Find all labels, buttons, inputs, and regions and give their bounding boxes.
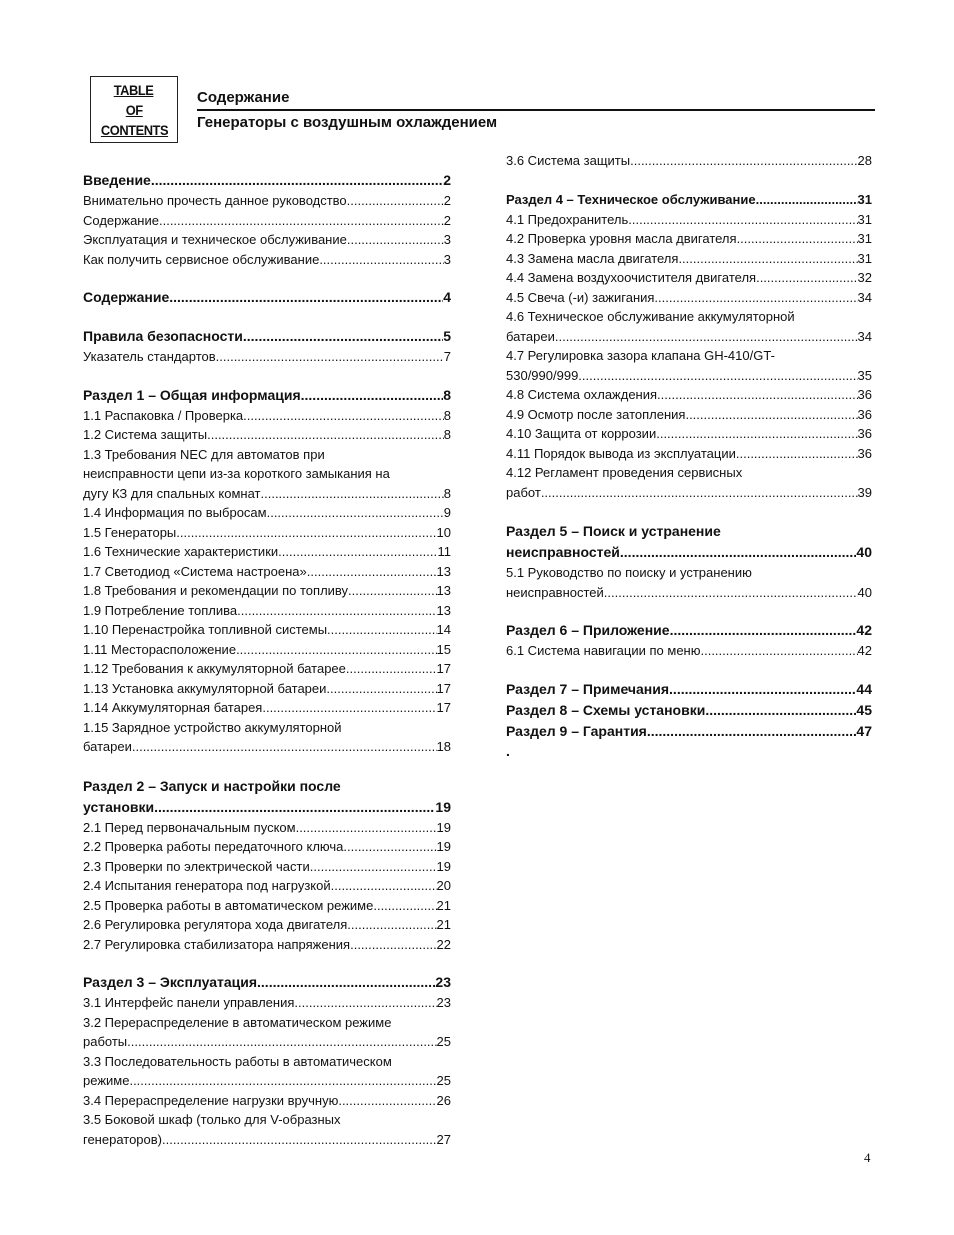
leader-dots — [301, 385, 444, 406]
leader-dots — [278, 542, 437, 562]
leader-dots — [267, 503, 444, 523]
toc-entry-multiline[interactable] — [506, 563, 872, 602]
entry-label: режиме — [83, 1073, 130, 1088]
entry-label: 3.1 Интерфейс панели управления — [83, 995, 295, 1010]
leader-dots — [348, 581, 436, 601]
entry-page: 13 — [436, 563, 451, 579]
leader-dots — [350, 935, 436, 955]
entry-page: 19 — [436, 839, 451, 854]
toc-entry[interactable] — [83, 1091, 451, 1111]
stray-mark: . — [506, 742, 510, 759]
toc-entry[interactable] — [506, 151, 872, 171]
entry-label: работ — [506, 484, 541, 500]
entry-page: 34 — [857, 328, 872, 344]
entry-label: 2.7 Регулировка стабилизатора напряжения — [83, 936, 351, 952]
leader-dots — [310, 857, 437, 877]
entry-page: 9 — [443, 505, 451, 520]
toc-entry[interactable] — [83, 601, 451, 621]
entry-label: Раздел 4 – Техническое обслуживание — [506, 191, 756, 207]
entry-label: 2.2 Проверка работы передаточного ключа — [83, 839, 344, 854]
leader-dots — [307, 562, 437, 582]
leader-dots — [159, 211, 444, 231]
entry-label: 1.6 Технические характеристики — [83, 544, 279, 559]
leader-dots — [685, 405, 857, 425]
entry-page: 21 — [436, 917, 451, 932]
entry-page: 27 — [436, 1131, 451, 1147]
entry-page: 32 — [857, 270, 872, 285]
entry-page: 19 — [435, 798, 451, 815]
entry-page: 36 — [857, 445, 872, 461]
toc-entry[interactable] — [506, 229, 872, 249]
leader-dots — [656, 424, 857, 444]
entry-line: 4.6 Техническое обслуживание аккумуляторной — [506, 309, 795, 324]
entry-page: 18 — [436, 739, 451, 754]
entry-page: 15 — [436, 641, 451, 657]
toc-entry[interactable] — [506, 249, 872, 269]
entry-page: 34 — [857, 289, 872, 305]
toc-entry-multiline[interactable] — [83, 1110, 451, 1149]
toc-entry[interactable] — [83, 993, 451, 1013]
leader-dots — [129, 1071, 436, 1091]
toc-entry[interactable] — [83, 896, 451, 916]
entry-label: батареи — [83, 739, 132, 754]
entry-label: 4.1 Предохранитель — [506, 211, 629, 227]
entry-label: 1.7 Светодиод «Система настроена» — [83, 563, 307, 579]
entry-label: 1.11 Месторасположение — [83, 641, 237, 657]
leader-dots — [327, 620, 436, 640]
leader-dots — [628, 210, 857, 230]
entry-page: 36 — [857, 406, 872, 422]
entry-line: 4.12 Регламент проведения сервисных — [506, 465, 743, 480]
leader-dots — [261, 484, 444, 504]
entry-page: 44 — [856, 680, 872, 697]
entry-label: 2.4 Испытания генератора под нагрузкой — [83, 878, 331, 893]
leader-dots — [338, 1091, 436, 1111]
entry-page: 19 — [436, 858, 451, 874]
leader-dots — [647, 721, 857, 742]
toc-entry[interactable] — [83, 503, 451, 523]
entry-page: 11 — [437, 544, 451, 559]
entry-page: 31 — [857, 250, 872, 266]
toc-entry-multiline[interactable] — [83, 1052, 451, 1091]
toc-entry[interactable] — [83, 857, 451, 877]
entry-label: 1.1 Распаковка / Проверка — [83, 407, 244, 423]
entry-label: Как получить сервисное обслуживание — [83, 251, 320, 267]
leader-dots — [756, 189, 858, 210]
entry-line: 1.3 Требования NEC для автоматов при — [83, 446, 325, 462]
entry-page: 25 — [436, 1034, 451, 1049]
leader-dots — [132, 737, 437, 757]
entry-label: 530/990/999 — [506, 367, 579, 383]
leader-dots — [236, 640, 436, 660]
entry-label: 1.8 Требования и рекомендации по топливу — [83, 583, 349, 598]
entry-page: 31 — [857, 231, 872, 246]
entry-page: 21 — [436, 897, 451, 913]
badge-line: OF — [125, 101, 143, 118]
entry-page: 10 — [436, 524, 451, 540]
entry-page: 17 — [436, 661, 451, 676]
entry-label: Раздел 7 – Примечания — [506, 680, 670, 697]
leader-dots — [294, 993, 436, 1013]
entry-page: 36 — [857, 387, 872, 402]
toc-entry-multiline[interactable] — [83, 1013, 451, 1052]
leader-dots — [705, 700, 856, 721]
leader-dots — [620, 542, 857, 563]
toc-entry[interactable] — [506, 288, 872, 308]
entry-page: 23 — [435, 974, 451, 990]
toc-entry[interactable] — [83, 191, 451, 211]
entry-line: 5.1 Руководство по поиску и устранению — [506, 565, 752, 580]
leader-dots — [326, 679, 436, 699]
entry-label: Содержание — [83, 212, 159, 228]
toc-entry[interactable] — [506, 385, 872, 405]
toc-section-2[interactable] — [83, 776, 451, 818]
entry-page: 40 — [856, 544, 872, 560]
toc-section-3[interactable] — [83, 972, 451, 993]
badge-line: CONTENTS — [100, 121, 168, 138]
toc-entry[interactable] — [83, 425, 451, 445]
leader-dots — [296, 818, 437, 838]
entry-label: Раздел 1 – Общая информация — [83, 386, 301, 403]
header-rule — [197, 109, 875, 111]
entry-page: 45 — [856, 701, 872, 718]
toc-entry[interactable] — [83, 659, 451, 679]
toc-section-5[interactable] — [506, 521, 872, 563]
entry-label: 2.6 Регулировка регулятора хода двигателя — [83, 917, 348, 932]
entry-page: 47 — [856, 722, 872, 739]
leader-dots — [331, 876, 437, 896]
entry-label: 1.14 Аккумуляторная батарея — [83, 700, 263, 715]
leader-dots — [347, 915, 436, 935]
toc-entry[interactable] — [83, 542, 451, 562]
toc-section-7[interactable] — [506, 679, 872, 700]
entry-label: 4.8 Система охлаждения — [506, 387, 658, 402]
leader-dots — [669, 679, 856, 700]
leader-dots — [343, 837, 436, 857]
entry-line: 3.5 Боковой шкаф (только для V-образных — [83, 1112, 341, 1127]
entry-page: 40 — [857, 584, 872, 600]
entry-page: 13 — [436, 602, 451, 618]
toc-section-1[interactable] — [83, 385, 451, 406]
leader-dots — [346, 659, 437, 679]
entry-label: 1.5 Генераторы — [83, 524, 177, 540]
toc-entry[interactable] — [83, 581, 451, 601]
entry-label: Раздел 6 – Приложение — [506, 622, 670, 638]
entry-page: 20 — [436, 878, 451, 893]
leader-dots — [670, 620, 857, 641]
entry-page: 3 — [443, 251, 451, 267]
entry-page: 42 — [856, 622, 872, 638]
leader-dots — [216, 347, 444, 367]
toc-entry[interactable] — [83, 915, 451, 935]
entry-label: дугу КЗ для спальных комнат — [83, 485, 261, 501]
entry-page: 3 — [443, 232, 451, 247]
toc-entry[interactable] — [506, 210, 872, 230]
toc-section-safety[interactable] — [83, 326, 451, 347]
entry-label: 1.10 Перенастройка топливной системы — [83, 622, 328, 637]
entry-label: неисправностей — [506, 544, 620, 560]
entry-page: 8 — [443, 485, 451, 501]
leader-dots — [243, 406, 444, 426]
entry-page: 42 — [857, 643, 872, 658]
leader-dots — [700, 641, 857, 661]
entry-page: 39 — [857, 484, 872, 500]
entry-label: 1.12 Требования к аккумуляторной батарее — [83, 661, 346, 676]
entry-label: работы — [83, 1034, 128, 1049]
entry-label: 3.4 Перераспределение нагрузки вручную — [83, 1092, 339, 1108]
entry-page: 31 — [857, 191, 872, 207]
entry-label: 6.1 Система навигации по меню — [506, 643, 701, 658]
entry-label: 2.5 Проверка работы в автоматическом режиме — [83, 897, 374, 913]
page-number: 4 — [864, 1150, 871, 1165]
leader-dots — [262, 698, 436, 718]
leader-dots — [630, 151, 857, 171]
entry-line: 3.2 Перераспределение в автоматическом режиме — [83, 1014, 392, 1030]
toc-entry-multiline[interactable] — [506, 463, 872, 502]
entry-label: 4.3 Замена масла двигателя — [506, 250, 679, 266]
toc-entry[interactable] — [83, 679, 451, 699]
entry-page: 2 — [443, 193, 451, 208]
entry-page: 25 — [436, 1073, 451, 1088]
entry-label: Эксплуатация и техническое обслуживание — [83, 232, 347, 247]
toc-entry-multiline[interactable] — [506, 346, 872, 385]
entry-page: 17 — [436, 700, 451, 715]
entry-page: 14 — [436, 622, 451, 637]
entry-label: 1.2 Система защиты — [83, 427, 208, 442]
entry-label: Содержание — [83, 289, 170, 305]
leader-dots — [555, 327, 858, 347]
entry-label: 4.4 Замена воздухоочистителя двигателя — [506, 270, 757, 285]
entry-label: 4.2 Проверка уровня масла двигателя — [506, 231, 737, 246]
entry-line: Раздел 2 – Запуск и настройки после — [83, 777, 341, 794]
entry-label: Правила безопасности — [83, 328, 243, 344]
entry-label: установки — [83, 798, 155, 815]
leader-dots — [347, 191, 444, 211]
toc-entry-multiline[interactable] — [83, 445, 451, 504]
toc-entry[interactable] — [83, 620, 451, 640]
leader-dots — [207, 425, 444, 445]
leader-dots — [578, 366, 857, 386]
entry-label: генераторов) — [83, 1131, 163, 1147]
leader-dots — [237, 601, 436, 621]
entry-label: 4.10 Защита от коррозии — [506, 426, 657, 441]
toc-entry[interactable] — [506, 641, 872, 661]
toc-entry[interactable] — [83, 523, 451, 543]
toc-entry[interactable] — [83, 347, 451, 367]
toc-left-column — [83, 170, 451, 1149]
toc-entry[interactable] — [83, 562, 451, 582]
toc-entry[interactable] — [83, 876, 451, 896]
page-title: Содержание — [197, 89, 290, 106]
toc-entry-multiline[interactable] — [506, 307, 872, 346]
entry-page: 2 — [443, 212, 451, 228]
toc-entry[interactable] — [83, 406, 451, 426]
table-of-contents-badge — [90, 76, 178, 143]
entry-label: 3.6 Система защиты — [506, 153, 631, 168]
entry-page: 17 — [436, 680, 451, 696]
leader-dots — [373, 896, 436, 916]
leader-dots — [347, 230, 444, 250]
leader-dots — [243, 326, 443, 347]
toc-entry[interactable] — [83, 837, 451, 857]
entry-page: 35 — [857, 367, 872, 383]
leader-dots — [678, 249, 857, 269]
leader-dots — [737, 229, 858, 249]
leader-dots — [319, 250, 443, 270]
leader-dots — [657, 385, 857, 405]
toc-entry[interactable] — [506, 268, 872, 288]
toc-entry[interactable] — [83, 818, 451, 838]
entry-label: Указатель стандартов — [83, 349, 216, 364]
leader-dots — [756, 268, 857, 288]
toc-entry[interactable] — [83, 698, 451, 718]
toc-entry[interactable] — [83, 250, 451, 270]
leader-dots — [654, 288, 857, 308]
entry-page: 8 — [443, 407, 451, 423]
entry-page: 8 — [443, 427, 451, 442]
entry-label: 4.11 Порядок вывода из эксплуатации — [506, 445, 736, 461]
entry-page: 5 — [443, 328, 451, 344]
entry-page: 23 — [436, 995, 451, 1010]
entry-page: 4 — [443, 289, 451, 305]
page-subtitle: Генераторы с воздушным охлаждением — [197, 114, 498, 131]
entry-label: 4.9 Осмотр после затопления — [506, 406, 686, 422]
entry-page: 26 — [436, 1092, 451, 1108]
leader-dots — [151, 170, 443, 191]
entry-label: 1.4 Информация по выбросам — [83, 505, 267, 520]
entry-page: 36 — [857, 426, 872, 441]
entry-page: 13 — [436, 583, 451, 598]
entry-page: 22 — [436, 936, 451, 952]
toc-section-contents[interactable] — [83, 287, 451, 308]
entry-line: 1.15 Зарядное устройство аккумуляторной — [83, 719, 342, 735]
toc-entry[interactable] — [506, 444, 872, 464]
leader-dots — [736, 444, 858, 464]
entry-page: 28 — [857, 153, 872, 168]
toc-entry[interactable] — [83, 230, 451, 250]
entry-line: неисправности цепи из-за короткого замыкания на — [83, 466, 390, 481]
toc-entry[interactable] — [506, 424, 872, 444]
toc-section-9[interactable] — [506, 721, 872, 742]
entry-label: Введение — [83, 172, 151, 188]
entry-page: 19 — [436, 819, 451, 835]
leader-dots — [176, 523, 436, 543]
toc-right-column — [506, 151, 872, 760]
entry-page: 31 — [857, 211, 872, 227]
toc-entry[interactable] — [83, 211, 451, 231]
entry-line: Раздел 5 – Поиск и устранение — [506, 523, 721, 539]
entry-label: батареи — [506, 328, 555, 344]
entry-line: 3.3 Последовательность работы в автоматическом — [83, 1053, 392, 1069]
toc-entry-multiline[interactable] — [83, 718, 451, 757]
toc-section-6[interactable] — [506, 620, 872, 641]
entry-label: 4.5 Свеча (-и) зажигания — [506, 289, 655, 305]
leader-dots — [162, 1130, 437, 1150]
toc-section-intro[interactable] — [83, 170, 451, 191]
entry-label: Раздел 3 – Эксплуатация — [83, 974, 258, 990]
leader-dots — [541, 483, 858, 503]
toc-entry[interactable] — [506, 405, 872, 425]
entry-label: неисправностей — [506, 584, 604, 600]
entry-label: Раздел 9 – Гарантия — [506, 722, 647, 739]
leader-dots — [127, 1032, 436, 1052]
leader-dots — [154, 797, 435, 818]
toc-section-8[interactable] — [506, 700, 872, 721]
entry-label: Раздел 8 – Схемы установки — [506, 701, 706, 718]
badge-line: TABLE — [114, 81, 154, 98]
leader-dots — [169, 287, 443, 308]
entry-label: 1.13 Установка аккумуляторной батареи — [83, 680, 327, 696]
entry-line: 4.7 Регулировка зазора клапана GH-410/GT- — [506, 348, 775, 363]
entry-page: 8 — [443, 386, 451, 403]
entry-page: 7 — [443, 349, 451, 364]
toc-entry[interactable] — [83, 935, 451, 955]
entry-page: 2 — [443, 172, 451, 188]
entry-label: 1.9 Потребление топлива — [83, 602, 238, 618]
entry-label: 2.1 Перед первоначальным пуском — [83, 819, 296, 835]
leader-dots — [604, 583, 858, 603]
entry-label: 2.3 Проверки по электрической части — [83, 858, 310, 874]
leader-dots — [257, 972, 435, 993]
entry-label: Внимательно прочесть данное руководство — [83, 193, 347, 208]
toc-entry[interactable] — [83, 640, 451, 660]
toc-section-4[interactable] — [506, 189, 872, 210]
